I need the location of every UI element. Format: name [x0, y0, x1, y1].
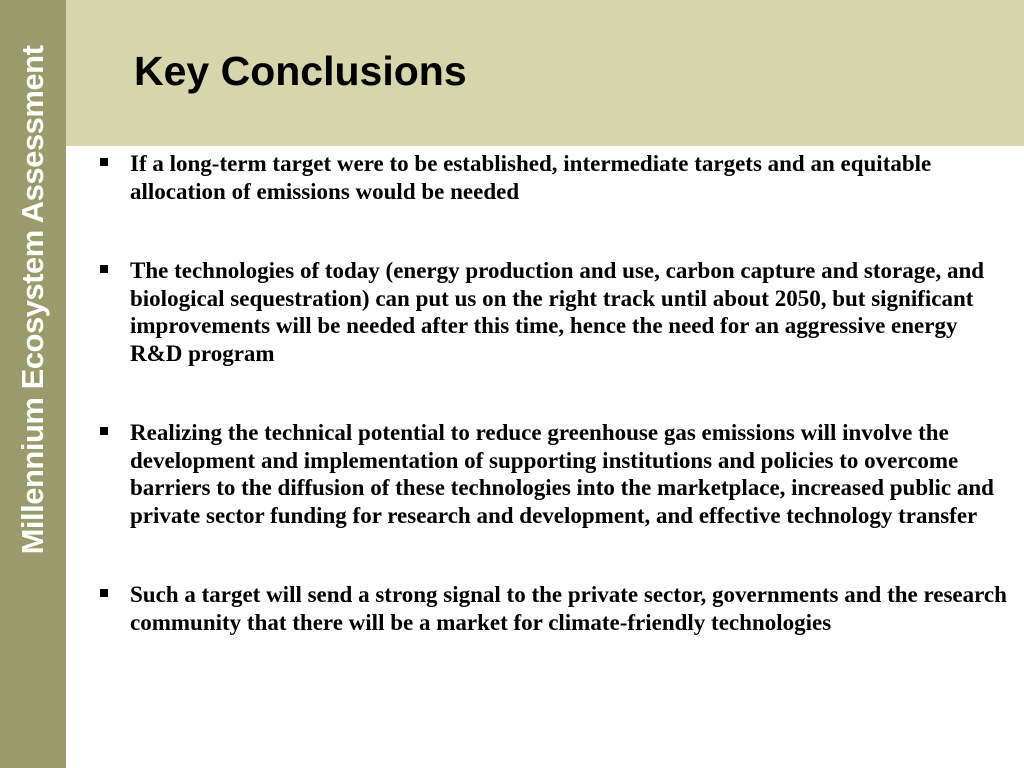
- bullet-item: [98, 257, 1010, 367]
- square-bullet-icon: [100, 589, 108, 597]
- bullet-text: Such a target will send a strong signal to the private sector, governments and the research community that there will be a market for climate-friendly technologies: [130, 582, 1007, 635]
- bullet-text: The technologies of today (energy production and use, carbon capture and storage, and biological sequestration) can put us on the right track until about 2050, but significant improvements will be needed after this time, hence the need for an aggressive energy R&D program: [130, 258, 985, 366]
- bullet-item: [98, 419, 1010, 529]
- bullet-item: [98, 581, 1010, 636]
- square-bullet-icon: [100, 427, 108, 435]
- bullet-list: [98, 150, 1010, 636]
- sidebar-label: Millennium Ecosystem Assessment: [15, 45, 50, 555]
- bullet-item: [98, 150, 1010, 205]
- bullet-text: If a long-term target were to be established, intermediate targets and an equitable allocation of emissions would be needed: [130, 151, 932, 204]
- slide-title: Key Conclusions: [134, 48, 467, 94]
- bullet-text: Realizing the technical potential to reduce greenhouse gas emissions will involve the development and implementation of supporting institutions and policies to overcome barriers to the diffusion of these technologies into the marketplace, increased public and private sector funding for research and development, and effective technology transfer: [130, 420, 994, 528]
- square-bullet-icon: [100, 158, 108, 166]
- square-bullet-icon: [100, 265, 108, 273]
- sidebar-banner: [0, 0, 66, 768]
